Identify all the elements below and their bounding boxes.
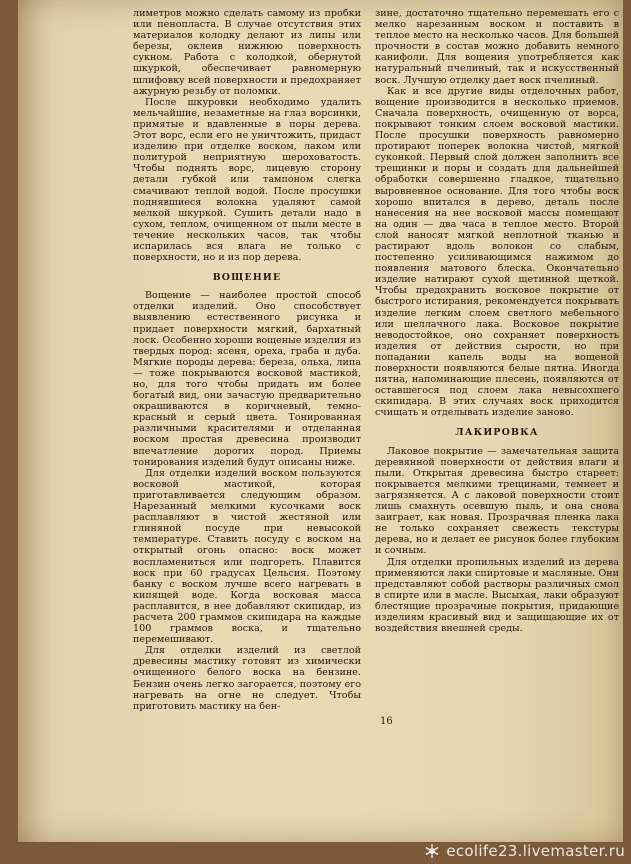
paragraph: Для отделки изделий воском пользуются восковой мастикой, которая приготавливается следующим образом. Нарезанный мелкими кусочками воск расплавляют в чистой жестяной или глиняной посуде при невысокой температуре. Ставить посуду с воском на открытый огонь опасно: воск может воспламениться или подгореть. Плавится воск при 60 градусах Цельсия. Поэтому банку с воском лучше всего нагревать в кипящей воде. Когда восковая масса расплавится, в нее добавляют скипидар, из расчета 200 граммов скипидара на каждые 100 граммов воска, и тщательно перемешивают.	[133, 467, 361, 646]
left-column	[133, 8, 361, 712]
watermark-text: ecolife23.livemaster.ru	[446, 842, 625, 860]
paragraph: Для отделки изделий из светлой древесины мастику готовят из химически очищенного белого воска на бензине. Бензин очень легко загорается, поэтому его нагревать на огне не следует. Чтобы приготовить мастику на бен-	[133, 645, 361, 712]
right-column	[375, 8, 619, 634]
watermark	[424, 842, 625, 860]
snowflake-icon	[424, 843, 440, 859]
page-number: 16	[380, 716, 393, 727]
paragraph: зине, достаточно тщательно перемешать его с мелко нарезанным воском и поставить в теплое место на несколько часов. Для большей прочности в состав можно добавить немного канифоли. Для вощения употребляется как натуральный пчелиный, так и искусственный воск. Лучшую отделку дает воск пчелиный.	[375, 8, 619, 86]
paragraph: Вощение — наиболее простой способ отделки изделий. Оно способствует выявлению естественного рисунка и придает поверхности мягкий, бархатный лоск. Особенно хороши вощеные изделия из твердых пород: ясеня, ореха, граба и дуба. Мягкие породы дерева: береза, ольха, липа — тоже покрываются восковой мастикой, но, для того чтобы придать им более богатый вид, они зачастую предварительно окрашиваются в коричневый, темно-красный и серый цвета. Тонированная различными красителями и отделанная воском простая древесина производит впечатление дорогих пород. Приемы тонирования изделий будут описаны ниже.	[133, 290, 361, 468]
paragraph: Лаковое покрытие — замечательная защита деревянной поверхности от действия влаги и пыли. Открытая древесина быстро стареет: покрывается мелкими трещинами, темнеет и загрязняется. А с лаковой поверхности стоит лишь смахнуть осевшую пыль, и она снова заиграет, как новая. Прозрачная пленка лака не только сохраняет свежесть текстуры дерева, но и делает ее рисунок более глубоким и сочным.	[375, 445, 619, 557]
paragraph: лиметров можно сделать самому из пробки или пенопласта. В случае отсутствия этих материалов колодку делают из липы или березы, оклеив нижнюю поверхность сукном. Работа с колодкой, обернутой шкуркой, обеспечивает равномерную шлифовку всей поверхности и предохраняет ажурную резьбу от поломки.	[133, 8, 361, 97]
section-heading: ЛАКИРОВКА	[455, 427, 539, 439]
section-heading: ВОЩЕНИЕ	[212, 272, 282, 284]
book-page	[18, 0, 623, 842]
paragraph: Как и все другие виды отделочных работ, вощение производится в несколько приемов. Сначала поверхность, очищенную от ворса, покрывают тонким слоем восковой мастики. После просушки поверхность равномерно протирают поперек волокна чистой, мягкой суконкой. Первый слой должен заполнить все трещинки и поры и создать для дальнейшей обработки совершенно гладкое, тщательно выровненное основание. Для того чтобы воск хорошо впитался в дерево, деталь после нанесения на нее восковой массы помещают на один — два часа в теплое место. Второй слой наносят мягкой неплотной тканью и растирают вдоль волокон со слабым, постепенно усиливающимся нажимом до появления матового блеска. Окончательно изделие натирают сухой щетинной щеткой. Чтобы предохранить восковое покрытие от быстрого истирания, рекомендуется покрывать изделие легким слоем светлого мебельного или шеллачного лака. Восковое покрытие неводостойкое, оно сохраняет поверхность изделия от действия сырости, но при попадании капель воды на вощеной поверхности появляются белые пятна. Иногда пятна, напоминающие плесень, появляются от оставшегося под слоем лака невысохшего скипидара. В этих случаях воск приходится счищать и отделывать изделие заново.	[375, 85, 619, 419]
paragraph: После шкуровки необходимо удалить мельчайшие, незаметные на глаз ворсинки, примятые и вдавленные в поры дерева. Этот ворс, если его не уничтожить, придаст изделию при отделке воском, лаком или политурой неприятную шероховатость. Чтобы поднять ворс, лицевую сторону детали губкой или тампоном слегка смачивают теплой водой. После просушки поднявшиеся волокна удаляют самой мелкой шкуркой. Сушить детали надо в сухом, теплом, очищенном от пыли месте в течение нескольких часов, так чтобы испарилась вся влага не только с поверхности, но и из пор дерева.	[133, 96, 361, 264]
paragraph: Для отделки пропильных изделий из дерева применяются лаки спиртовые и масляные. Они представляют собой растворы различных смол в спирте или в масле. Высыхая, лаки образуют блестящие прозрачные покрытия, придающие изделиям красивый вид и защищающие их от воздействия внешней среды.	[375, 556, 619, 635]
